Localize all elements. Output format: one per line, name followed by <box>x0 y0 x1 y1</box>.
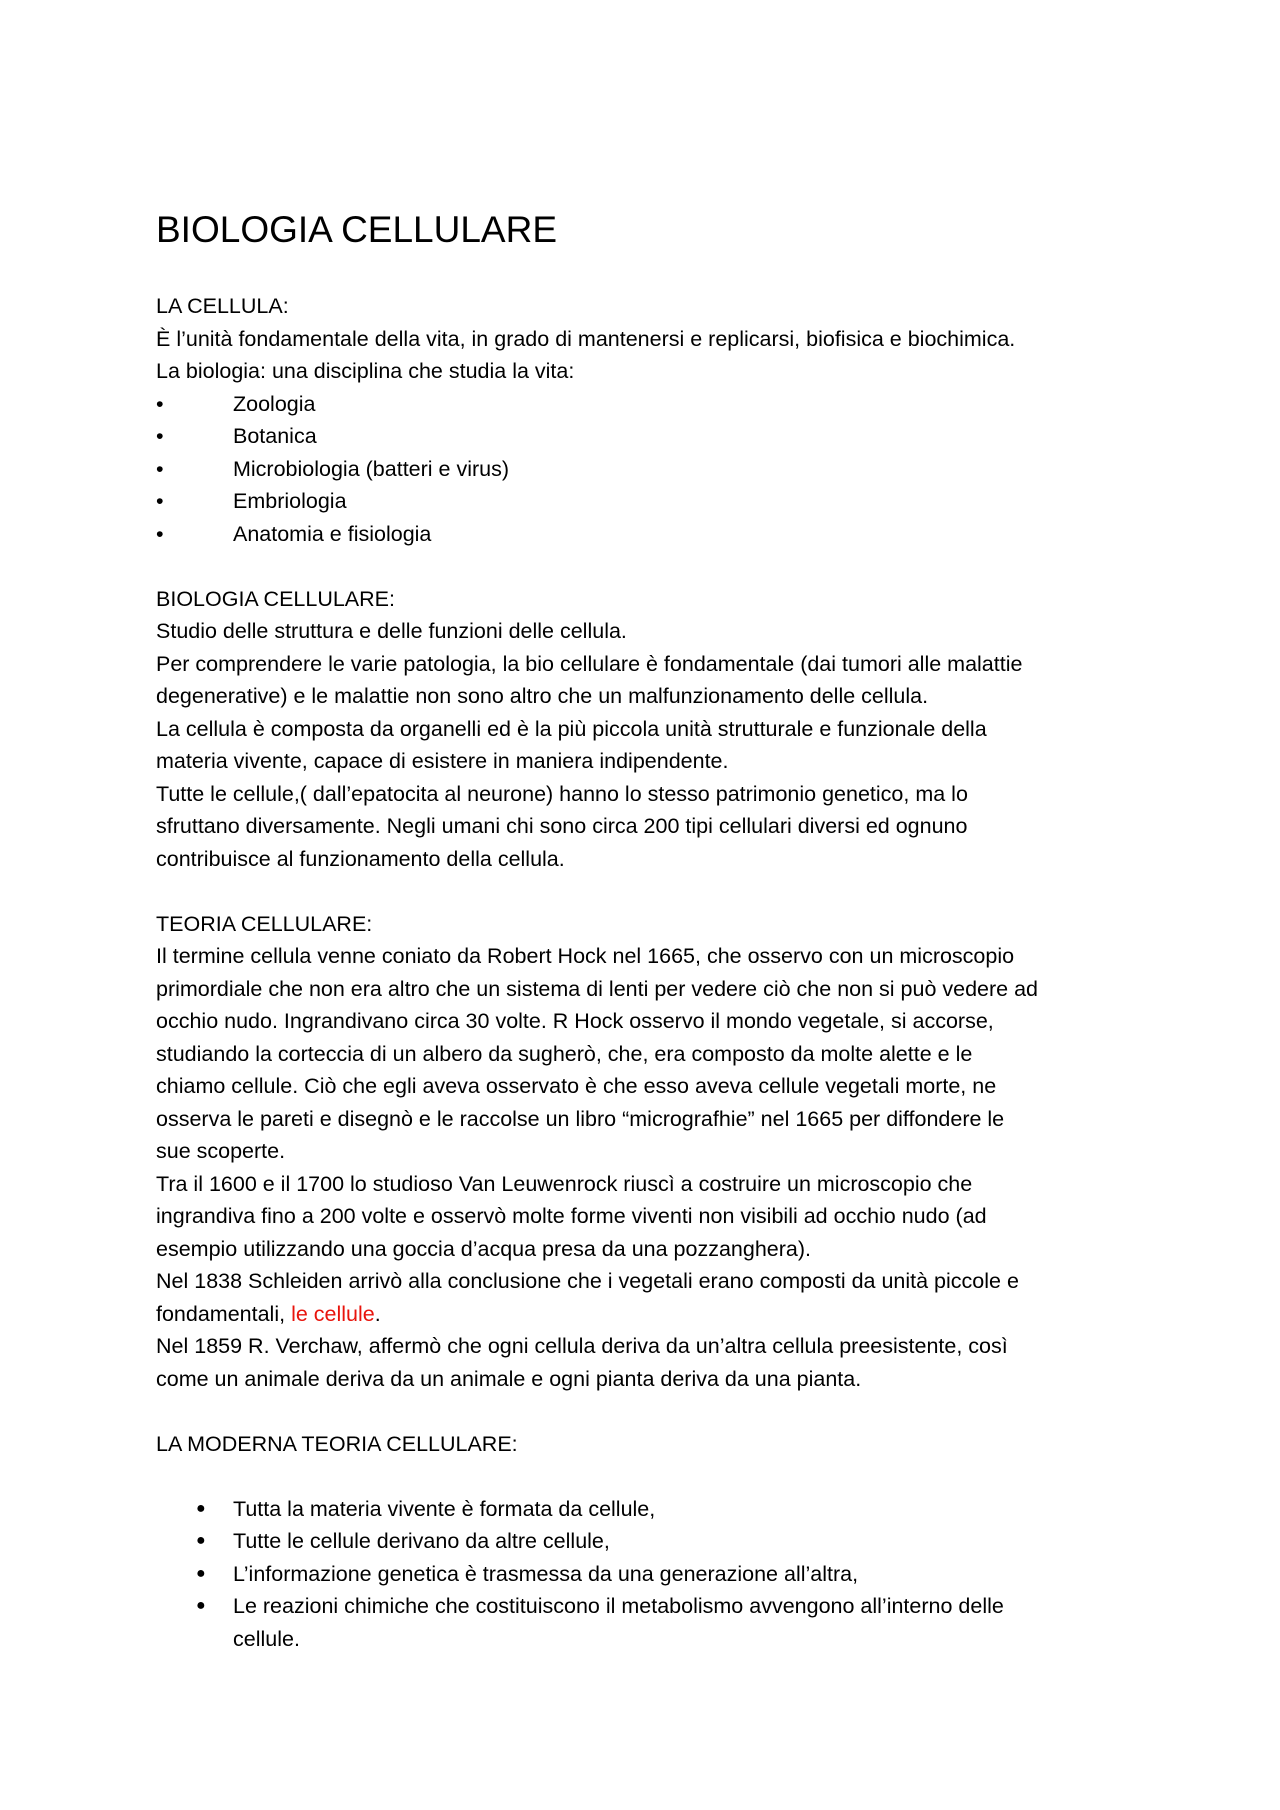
paragraph-line: La biologia: una disciplina che studia la vita: <box>156 359 575 383</box>
list-item <box>156 518 1146 551</box>
bullet-marker: • <box>156 424 164 448</box>
paragraph-line-highlight <box>156 1298 1146 1331</box>
bullet-list <box>156 1493 1146 1656</box>
paragraph-line: Il termine cellula venne coniato da Robert Hock nel 1665, che osservo con un microscopio <box>156 944 1015 968</box>
spacer <box>156 875 1146 908</box>
bullet-marker: • <box>156 391 164 416</box>
list-item-text-continued: cellule. <box>233 1626 300 1651</box>
paragraph-line: osserva le pareti e disegnò e le raccolse un libro “micrografhie” nel 1665 per diffondere le <box>156 1106 1005 1131</box>
list-item-text: Anatomia e fisiologia <box>233 521 432 546</box>
section-teoria-cellulare <box>156 908 1146 1396</box>
section-la-cellula <box>156 290 1146 550</box>
section-heading: LA MODERNA TEORIA CELLULARE: <box>156 1431 518 1456</box>
paragraph-line: Per comprendere le varie patologia, la bio cellulare è fondamentale (dai tumori alle malattie <box>156 651 1023 676</box>
list-item-text: Botanica <box>233 424 317 448</box>
section-heading: LA CELLULA: <box>156 294 289 318</box>
list-item-text: Zoologia <box>233 391 316 416</box>
list-item <box>156 1590 1146 1655</box>
paragraph-line: come un animale deriva da un animale e ogni pianta deriva da una pianta. <box>156 1366 862 1391</box>
paragraph-line: Studio delle struttura e delle funzioni delle cellula. <box>156 619 627 643</box>
paragraph-line: studiando la corteccia di un albero da sugherò, che, era composto da molte alette e le <box>156 1041 973 1066</box>
paragraph-line: esempio utilizzando una goccia d’acqua presa da una pozzanghera). <box>156 1236 811 1261</box>
list-item-text: Tutte le cellule derivano da altre cellule, <box>233 1529 610 1553</box>
paragraph-line: ingrandiva fino a 200 volte e osservò molte forme viventi non visibili ad occhio nudo (ad <box>156 1204 987 1228</box>
list-item-text: Tutta la materia vivente è formata da cellule, <box>233 1496 656 1521</box>
paragraph-line: chiamo cellule. Ciò che egli aveva osservato è che esso aveva cellule vegetali morte, ne <box>156 1074 997 1098</box>
list-item-text: Microbiologia (batteri e virus) <box>233 456 510 481</box>
list-item-text: Embriologia <box>233 489 347 513</box>
spacer <box>156 550 1146 583</box>
paragraph-line: occhio nudo. Ingrandivano circa 30 volte. R Hock osservo il mondo vegetale, si accorse, <box>156 1009 994 1033</box>
paragraph-line: contribuisce al funzionamento della cellula. <box>156 846 565 871</box>
list-item <box>156 388 1146 421</box>
list-item-text: Le reazioni chimiche che costituiscono il metabolismo avvengono all’interno delle <box>233 1594 1004 1618</box>
paragraph-line: sue scoperte. <box>156 1139 286 1163</box>
list-item <box>156 1493 1146 1526</box>
section-biologia-cellulare <box>156 583 1146 876</box>
bullet-marker: ● <box>196 1564 206 1582</box>
paragraph-line: degenerative) e le malattie non sono altro che un malfunzionamento delle cellula. <box>156 684 929 708</box>
bullet-marker: ● <box>196 1499 206 1517</box>
bullet-marker: • <box>156 456 164 481</box>
spacer <box>156 1395 1146 1428</box>
highlighted-text: le cellule <box>291 1301 375 1326</box>
page-content <box>156 205 1146 1655</box>
section-moderna-teoria <box>156 1428 1146 1656</box>
bullet-marker: • <box>156 489 164 513</box>
bullet-marker: ● <box>196 1532 206 1549</box>
document-title: BIOLOGIA CELLULARE <box>156 209 558 250</box>
paragraph-line: Tra il 1600 e il 1700 lo studioso Van Leuwenrock riuscì a costruire un microscopio che <box>156 1171 973 1196</box>
paragraph-line: Nel 1859 R. Verchaw, affermò che ogni cellula deriva da un’altra cellula preesistente, così <box>156 1334 1008 1358</box>
spacer <box>156 1460 1146 1493</box>
bullet-marker: • <box>156 521 164 546</box>
bullet-marker: ● <box>196 1597 206 1614</box>
paragraph-line: sfruttano diversamente. Negli umani chi sono circa 200 tipi cellulari diversi ed ognuno <box>156 814 968 838</box>
list-item <box>156 485 1146 518</box>
list-item-text: L’informazione genetica è trasmessa da una generazione all’altra, <box>233 1561 859 1586</box>
list-item <box>156 453 1146 486</box>
paragraph-line: primordiale che non era altro che un sistema di lenti per vedere ciò che non si può vedere ad <box>156 976 1039 1001</box>
bullet-list <box>156 388 1146 551</box>
paragraph-line: materia vivente, capace di esistere in maniera indipendente. <box>156 749 729 773</box>
list-item <box>156 1525 1146 1558</box>
paragraph-line: Nel 1838 Schleiden arrivò alla conclusione che i vegetali erano composti da unità piccole e <box>156 1269 1019 1293</box>
list-item <box>156 1558 1146 1591</box>
paragraph-line: La cellula è composta da organelli ed è la più piccola unità strutturale e funzionale della <box>156 716 987 741</box>
section-heading: TEORIA CELLULARE: <box>156 911 373 936</box>
paragraph-line: Tutte le cellule,( dall’epatocita al neurone) hanno lo stesso patrimonio genetico, ma lo <box>156 781 968 806</box>
list-item <box>156 420 1146 453</box>
text-fragment: fondamentali, <box>156 1301 292 1326</box>
section-heading: BIOLOGIA CELLULARE: <box>156 586 395 611</box>
paragraph-line: È l’unità fondamentale della vita, in grado di mantenersi e replicarsi, biofisica e biochimica. <box>156 326 1016 351</box>
text-fragment: . <box>374 1301 381 1326</box>
